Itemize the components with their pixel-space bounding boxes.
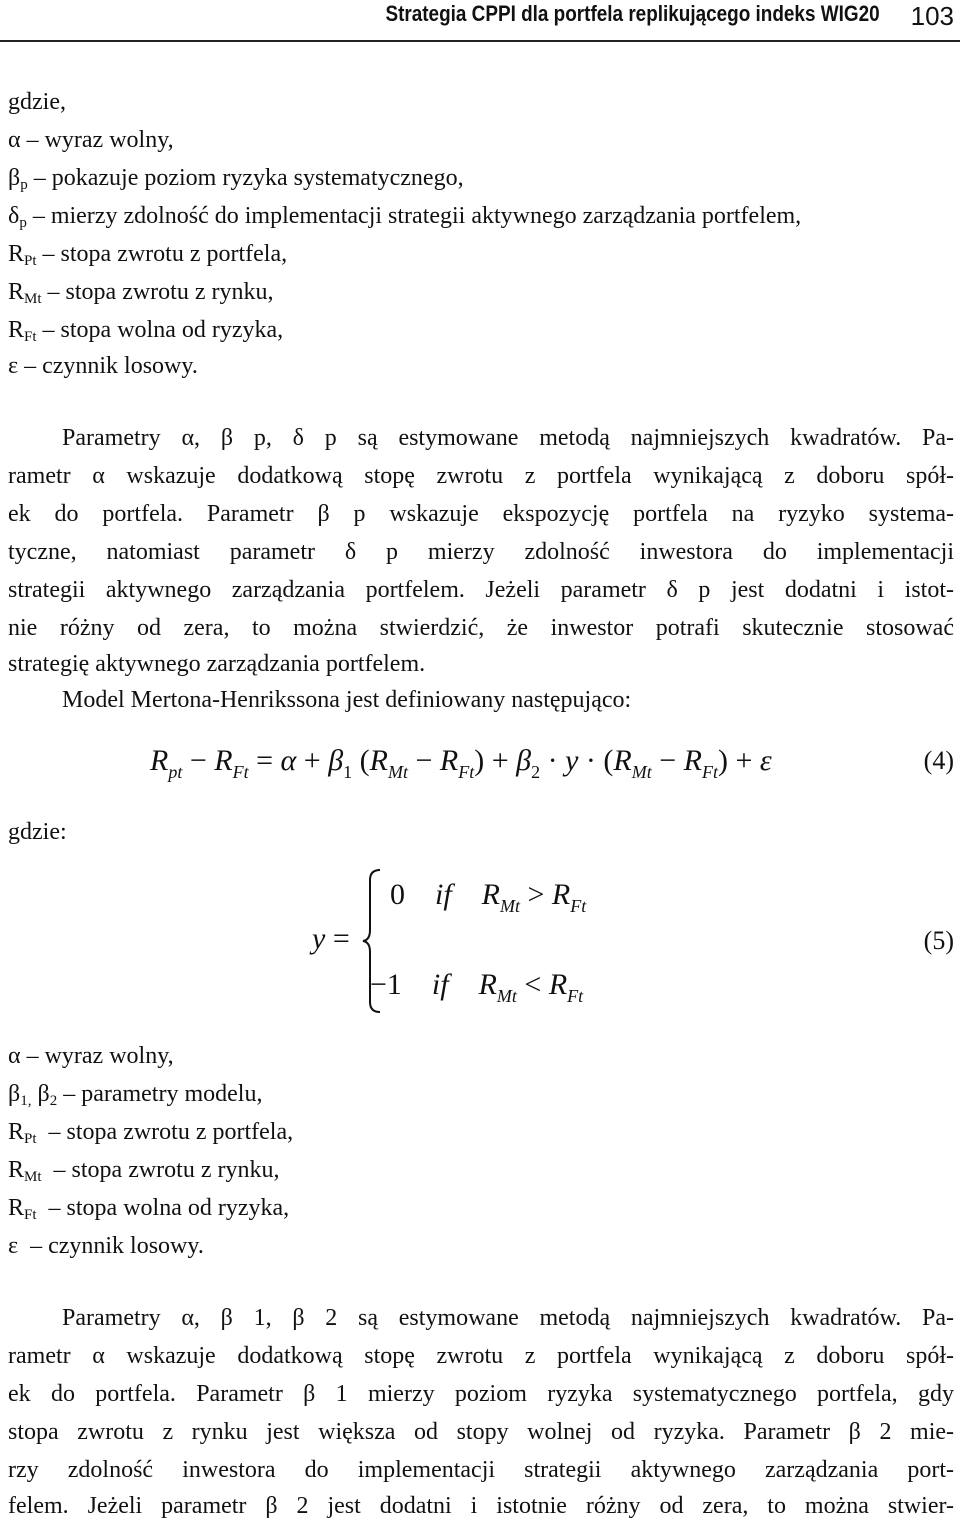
paragraph-line: stopa zwrotu z rynku jest większa od stopy wolnej od ryzyka. Parametr β 2 mie- — [8, 1419, 954, 1445]
equation-5-number: (5) — [923, 926, 954, 955]
paragraph-line: ek do portfela. Parametr β p wskazuje ekspozycję portfela na ryzyko systema- — [8, 501, 954, 527]
equation-5-case-1: 0 if $R_{Mt} > R_{Ft}$ — [390, 878, 587, 916]
def-r-pt: $R_{Pt}$ – stopa zwrotu z portfela, — [8, 241, 288, 269]
def-r-ft: $R_{Ft}$ – stopa wolna od ryzyka, — [8, 317, 284, 345]
where-label: gdzie: — [8, 819, 67, 845]
paragraph-line: ek do portfela. Parametr β 1 mierzy poziom ryzyka systematycznego portfela, gdy — [8, 1381, 954, 1407]
equation-4: $R_{pt} - R_{Ft} = \alpha + \beta_1$ $(R_{Mt} - R_{Ft}) + \beta_2 \cdot y \cdot (R_{Mt} - R_{Ft}) + \varepsilon$ — [150, 744, 772, 782]
paragraph-line: tyczne, natomiast parametr δ p mierzy zdolność inwestora do implementacji — [8, 539, 954, 565]
running-header — [0, 0, 960, 40]
paragraph-line: strategię aktywnego zarządzania portfelem. — [8, 651, 426, 677]
def-epsilon: ε – czynnik losowy. — [8, 1233, 204, 1259]
header-rule — [0, 40, 960, 42]
def-r-ft: $R_{Ft}$ – stopa wolna od ryzyka, — [8, 1195, 290, 1223]
def-r-mt: $R_{Mt}$ – stopa zwrotu z rynku, — [8, 1157, 280, 1185]
equation-5-case-2: −1 if $R_{Mt} < R_{Ft}$ — [370, 968, 584, 1006]
def-delta-p: $\delta_p$ – mierzy zdolność do implementacji strategii aktywnego zarządzania portfelem, — [8, 203, 802, 231]
def-r-mt: $R_{Mt}$ – stopa zwrotu z rynku, — [8, 279, 274, 307]
paragraph-line: Parametry α, β p, δ p są estymowane metodą najmniejszych kwadratów. Pa- — [62, 425, 954, 451]
paragraph-line: rzy zdolność inwestora do implementacji strategii aktywnego zarządzania port- — [8, 1457, 954, 1483]
def-beta-p: $\beta_p$ – pokazuje poziom ryzyka systematycznego, — [8, 165, 464, 193]
def-alpha: α – wyraz wolny, — [8, 1043, 174, 1069]
paragraph-line: strategii aktywnego zarządzania portfelem. Jeżeli parametr δ p jest dodatni i istot- — [8, 577, 954, 603]
paragraph-line: rametr α wskazuje dodatkową stopę zwrotu z portfela wynikającą z doboru spół- — [8, 463, 954, 489]
def-r-pt: $R_{Pt}$ – stopa zwrotu z portfela, — [8, 1119, 294, 1147]
paragraph-line: felem. Jeżeli parametr β 2 jest dodatni i istotnie różny od zera, to można stwier- — [8, 1493, 954, 1519]
equation-4-number: (4) — [923, 746, 954, 775]
def-beta-1-2: $\beta_{1,}$ $\beta_2$ – parametry modelu, — [8, 1081, 263, 1109]
page-number: 103 — [910, 1, 954, 31]
model-intro-line: Model Mertona-Henrikssona jest definiowany następująco: — [62, 687, 632, 713]
running-title: Strategia CPPI dla portfela replikującego indeks WIG20 — [385, 1, 880, 26]
def-epsilon: ε – czynnik losowy. — [8, 353, 198, 379]
paragraph-line: nie różny od zera, to można stwierdzić, że inwestor potrafi skutecznie stosować — [8, 615, 954, 641]
paragraph-line: rametr α wskazuje dodatkową stopę zwrotu z portfela wynikającą z doboru spół- — [8, 1343, 954, 1369]
definitions-intro: gdzie, — [8, 89, 66, 115]
paragraph-line: Parametry α, β 1, β 2 są estymowane metodą najmniejszych kwadratów. Pa- — [62, 1305, 954, 1331]
def-alpha: α – wyraz wolny, — [8, 127, 174, 153]
equation-5-lhs: y = — [312, 922, 350, 955]
